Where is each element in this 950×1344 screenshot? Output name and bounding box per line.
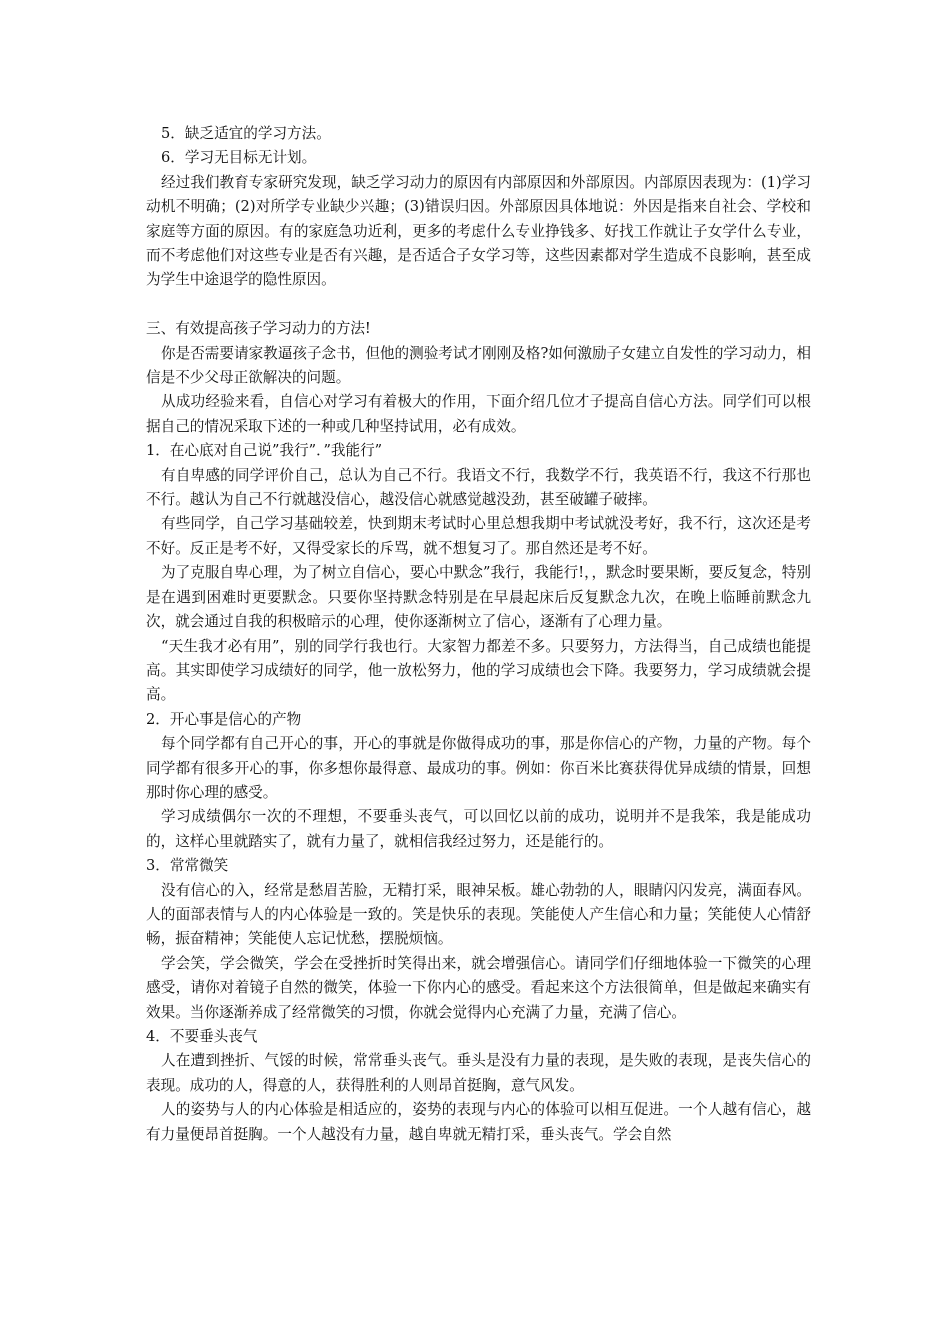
body-paragraph: 为了克服自卑心理，为了树立自信心，要心中默念”我行，我能行!，，默念时要果断，要反复念，特别是在遇到困难时更要默念。只要你坚持默念特别是在早晨起床后反复默念九次，在晚上临睡前默念九次，就会通过自我的积极暗示的心理，使你逐渐树立了信心，逐渐有了心理力量。 bbox=[146, 564, 811, 631]
blank-line bbox=[146, 293, 811, 317]
subheading-4: 4．不要垂头丧气 bbox=[146, 1028, 258, 1046]
body-paragraph: 每个同学都有自己开心的事，开心的事就是你做得成功的事，那是你信心的产物，力量的产物。每个同学都有很多开心的事，你多想你最得意、最成功的事。例如：你百米比赛获得优异成绩的情景，回想那时你心理的感受。 bbox=[146, 735, 811, 801]
body-paragraph: 学习成绩偶尔一次的不理想，不要垂头丧气，可以回忆以前的成功，说明并不是我笨，我是能成功的，这样心里就踏实了，就有力量了，就相信我经过努力，还是能行的。 bbox=[146, 808, 811, 850]
subheading-1: 1．在心底对自己说”我行”．”我能行” bbox=[146, 442, 383, 460]
body-paragraph: 你是否需要请家教逼孩子念书，但他的测验考试才刚刚及格?如何激励子女建立自发性的学习动力，相信是不少父母正欲解决的问题。 bbox=[146, 344, 811, 387]
body-paragraph: 经过我们教育专家研究发现，缺乏学习动力的原因有内部原因和外部原因。内部原因表现为：(1)学习动机不明确；(2)对所学专业缺少兴趣；(3)错误归因。外部原因具体地说：外因是指来自社会、学校和家庭等方面的原因。有的家庭急功近利，更多的考虑什么专业挣钱多、好找工作就让子女学什么专业，而不考虑他们对这些专业是否有兴趣，是否适合子女学习等，这些因素都对学生造成不良影响，甚至成为学生中途退学的隐性原因。 bbox=[146, 173, 811, 289]
body-paragraph: 从成功经验来看，自信心对学习有着极大的作用，下面介绍几位才子提高自信心方法。同学们可以根据自己的情况采取下述的一种或几种坚持试用，必有成效。 bbox=[146, 393, 811, 435]
subheading-3: 3．常常微笑 bbox=[146, 857, 229, 875]
document-page bbox=[146, 122, 811, 1147]
body-paragraph: 有些同学，自己学习基础较差，快到期末考试时心里总想我期中考试就没考好，我不行，这次还是考不好。反正是考不好，又得受家长的斥骂，就不想复习了。那自然还是考不好。 bbox=[146, 515, 811, 557]
body-paragraph: 有自卑感的同学评价自己，总认为自己不行。我语文不行，我数学不行，我英语不行，我这不行那也不行。越认为自己不行就越没信心，越没信心就感觉越没劲，甚至破罐子破摔。 bbox=[146, 466, 811, 509]
body-paragraph: “天生我才必有用”，别的同学行我也行。大家智力都差不多。只要努力，方法得当，自己成绩也能提高。其实即使学习成绩好的同学，他一放松努力，他的学习成绩也会下降。我要努力，学习成绩就会提高。 bbox=[146, 637, 811, 704]
section-heading: 三、有效提高孩子学习动力的方法! bbox=[146, 320, 371, 338]
body-paragraph: 人在遭到挫折、气馁的时候，常常垂头丧气。垂头是没有力量的表现，是失败的表现，是丧失信心的表现。成功的人，得意的人，获得胜利的人则昂首挺胸，意气风发。 bbox=[146, 1052, 811, 1094]
body-paragraph: 没有信心的入，经常是愁眉苦脸，无精打采，眼神呆板。雄心勃勃的人，眼睛闪闪发亮，满面春风。人的面部表情与人的内心体验是一致的。笑是快乐的表现。笑能使人产生信心和力量；笑能使人心情舒畅，振奋精神；笑能使人忘记忧愁，摆脱烦恼。 bbox=[146, 881, 811, 948]
subheading-2: 2．开心事是信心的产物 bbox=[146, 710, 302, 728]
body-paragraph: 学会笑，学会微笑，学会在受挫折时笑得出来，就会增强信心。请同学们仔细地体验一下微笑的心理感受，请你对着镜子自然的微笑，体验一下你内心的感受。看起来这个方法很简单，但是做起来确实有效果。当你逐渐养成了经常微笑的习惯，你就会觉得内心充满了力量，充满了信心。 bbox=[146, 954, 811, 1021]
body-paragraph: 人的姿势与人的内心体验是相适应的，姿势的表现与内心的体验可以相互促进。一个人越有信心，越有力量便昂首挺胸。一个人越没有力量，越自卑就无精打采，垂头丧气。学会自然 bbox=[146, 1101, 811, 1143]
list-item-5: 5．缺乏适宜的学习方法。 bbox=[161, 125, 331, 142]
list-item-6: 6．学习无目标无计划。 bbox=[161, 149, 317, 167]
